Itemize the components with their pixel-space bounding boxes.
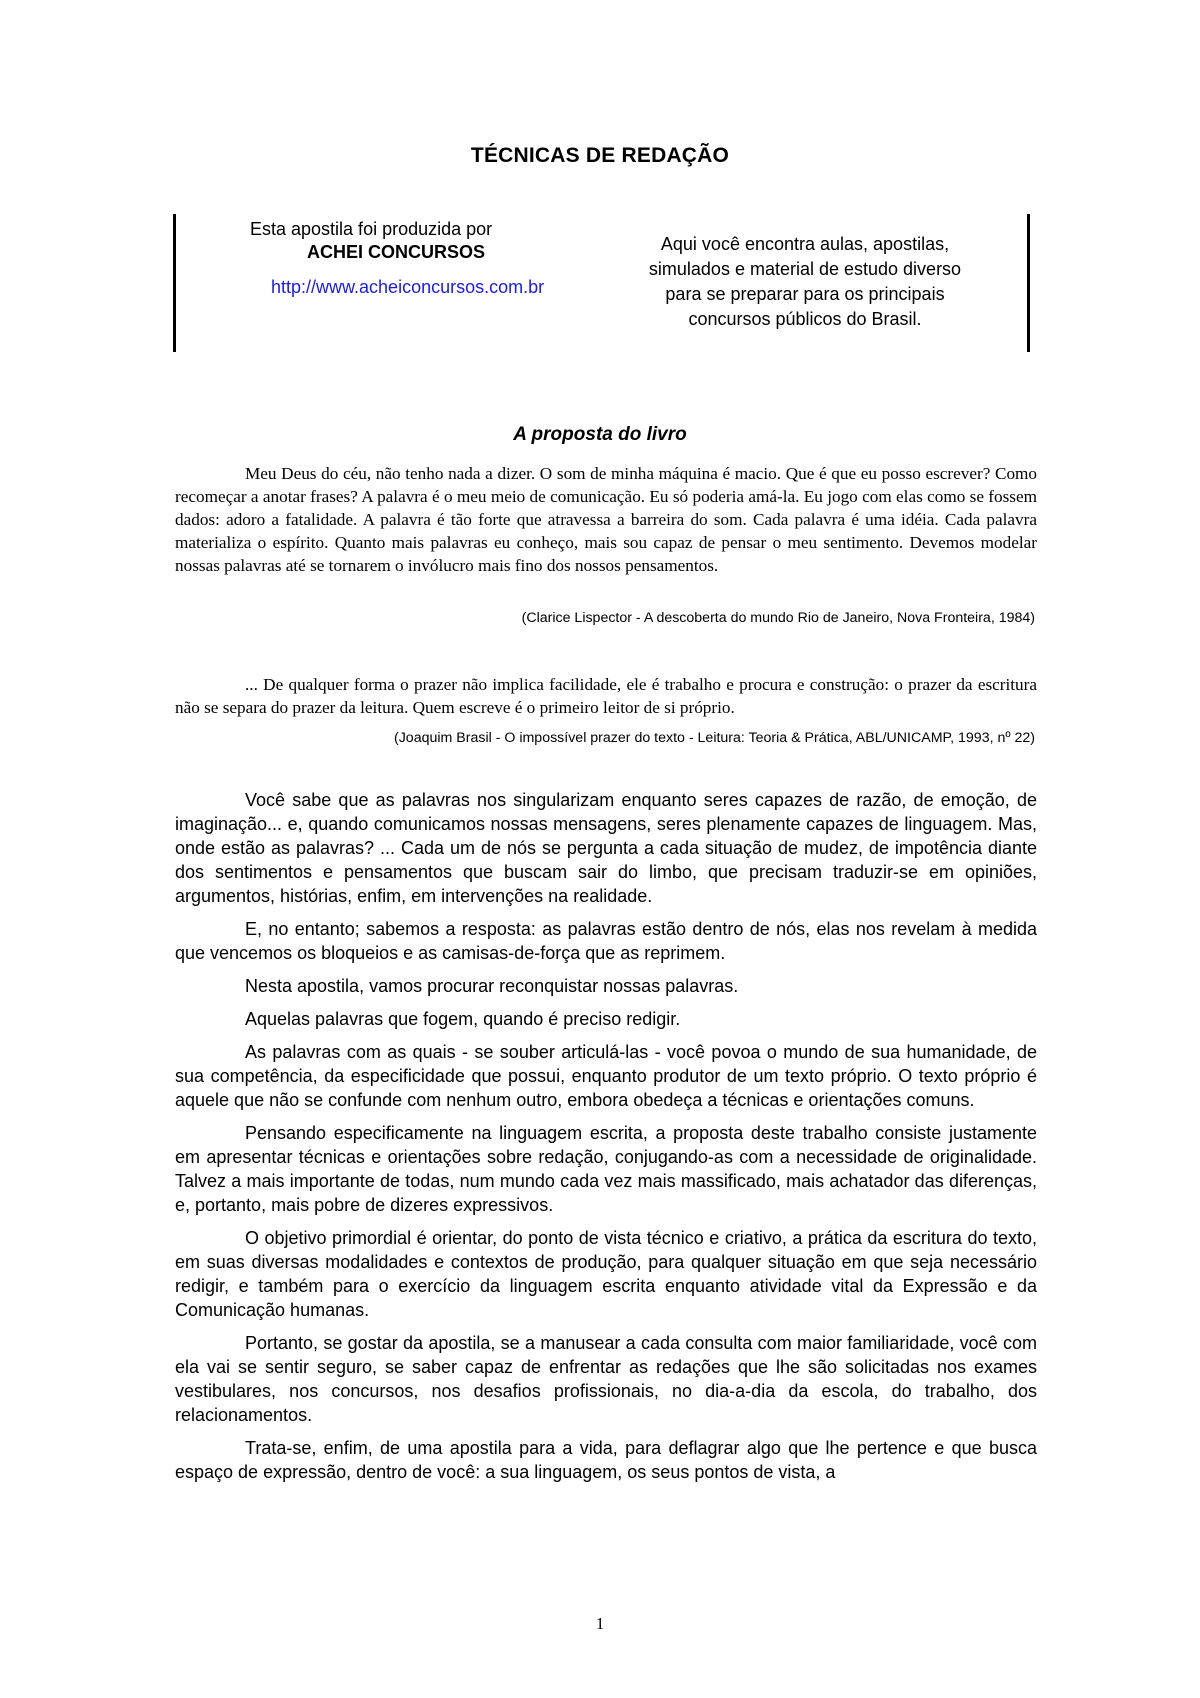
promo-right-line: para se preparar para os principais xyxy=(665,284,945,304)
promo-left-text: Esta apostila foi produzida por xyxy=(250,219,493,239)
body-text xyxy=(175,788,1037,1493)
body-paragraph: As palavras com as quais - se souber articulá-las - você povoa o mundo de sua humanidade, de sua competência, da especificidade que possui, enquanto produtor de um texto próprio. O texto próprio é aquele que não se confunde com nenhum outro, embora obedeça a técnicas e orientações comuns. xyxy=(175,1042,1037,1110)
body-paragraph: Pensando especificamente na linguagem escrita, a proposta deste trabalho consiste justamente em apresentar técnicas e orientações sobre redação, conjugando-as com a necessidade de originalidade. Talvez a mais importante de todas, num mundo cada vez mais massificado, mais achatador das diferenças, e, portanto, mais pobre de dizeres expressivos. xyxy=(175,1123,1037,1215)
body-paragraph: Aquelas palavras que fogem, quando é preciso redigir. xyxy=(245,1009,681,1029)
body-paragraph: Trata-se, enfim, de uma apostila para a vida, para deflagrar algo que lhe pertence e que busca espaço de expressão, dentro de você: a sua linguagem, os seus pontos de vista, a xyxy=(175,1438,1037,1482)
quote-text: ... De qualquer forma o prazer não implica facilidade, ele é trabalho e procura e construção: o prazer da escritura não se separa do prazer da leitura. Quem escreve é o primeiro leitor de si próprio. xyxy=(175,675,1037,717)
page-number: 1 xyxy=(595,1614,605,1633)
quote-citation: (Clarice Lispector - A descoberta do mundo Rio de Janeiro, Nova Fronteira, 1984) xyxy=(521,610,1035,626)
promo-right-border xyxy=(1027,214,1030,352)
epigraph-quote xyxy=(175,462,1037,577)
promo-left-box xyxy=(250,218,590,299)
promo-right-line: concursos públicos do Brasil. xyxy=(688,309,922,329)
quote-citation: (Joaquim Brasil - O impossível prazer do texto - Leitura: Teoria & Prática, ABL/UNICAMP, 1993, nº 22) xyxy=(393,730,1035,746)
body-paragraph: O objetivo primordial é orientar, do ponto de vista técnico e criativo, a prática da escritura do texto, em suas diversas modalidades e contextos de produção, para qualquer situação em que seja necessário redigir, e também para o exercício da linguagem escrita enquanto atividade vital da Expressão e da Comunicação humanas. xyxy=(175,1228,1037,1320)
promo-right-line: Aqui você encontra aulas, apostilas, xyxy=(660,234,950,254)
epigraph-quote xyxy=(175,673,1037,719)
promo-right-box xyxy=(620,232,990,332)
promo-right-line: simulados e material de estudo diverso xyxy=(648,259,962,279)
document-title: TÉCNICAS DE REDAÇÃO xyxy=(470,144,730,167)
body-paragraph: Você sabe que as palavras nos singularizam enquanto seres capazes de razão, de emoção, de imaginação... e, quando comunicamos nossas mensagens, seres plenamente capazes de linguagem. Mas, onde estão as palavras? ... Cada um de nós se pergunta a cada situação de mudez, de impotência diante dos sentimentos e pensamentos que buscam sair do limbo, que precisam traduzir-se em opiniões, argumentos, histórias, enfim, em intervenções na realidade. xyxy=(175,790,1037,906)
body-paragraph: Nesta apostila, vamos procurar reconquistar nossas palavras. xyxy=(245,976,739,996)
quote-text: Meu Deus do céu, não tenho nada a dizer. O som de minha máquina é macio. Que é que eu posso escrever? Como recomeçar a anotar frases? A palavra é o meu meio de comunicação. Eu só poderia amá-la. Eu jogo com elas como se fossem dados: adoro a fatalidade. A palavra é tão forte que atravessa a barreira do som. Cada palavra é uma idéia. Cada palavra materializa o espírito. Quanto mais palavras eu conheço, mais sou capaz de pensar o meu sentimento. Devemos modelar nossas palavras até se tornarem o invólucro mais fino dos nossos pensamentos. xyxy=(175,464,1037,575)
section-subtitle: A proposta do livro xyxy=(513,424,687,445)
body-paragraph: Portanto, se gostar da apostila, se a manusear a cada consulta com maior familiaridade, você com ela vai se sentir seguro, se saber capaz de enfrentar as redações que lhe são solicitadas nos exames vestibulares, nos concursos, nos desafios profissionais, no dia-a-dia da escola, do trabalho, dos relacionamentos. xyxy=(175,1333,1037,1425)
promo-brand: ACHEI CONCURSOS xyxy=(307,242,486,262)
body-paragraph: E, no entanto; sabemos a resposta: as palavras estão dentro de nós, elas nos revelam à medida que vencemos os bloqueios e as camisas-de-força que as reprimem. xyxy=(175,919,1037,963)
promo-url-link[interactable]: http://www.acheiconcursos.com.br xyxy=(271,277,545,297)
promo-left-border xyxy=(173,214,176,352)
